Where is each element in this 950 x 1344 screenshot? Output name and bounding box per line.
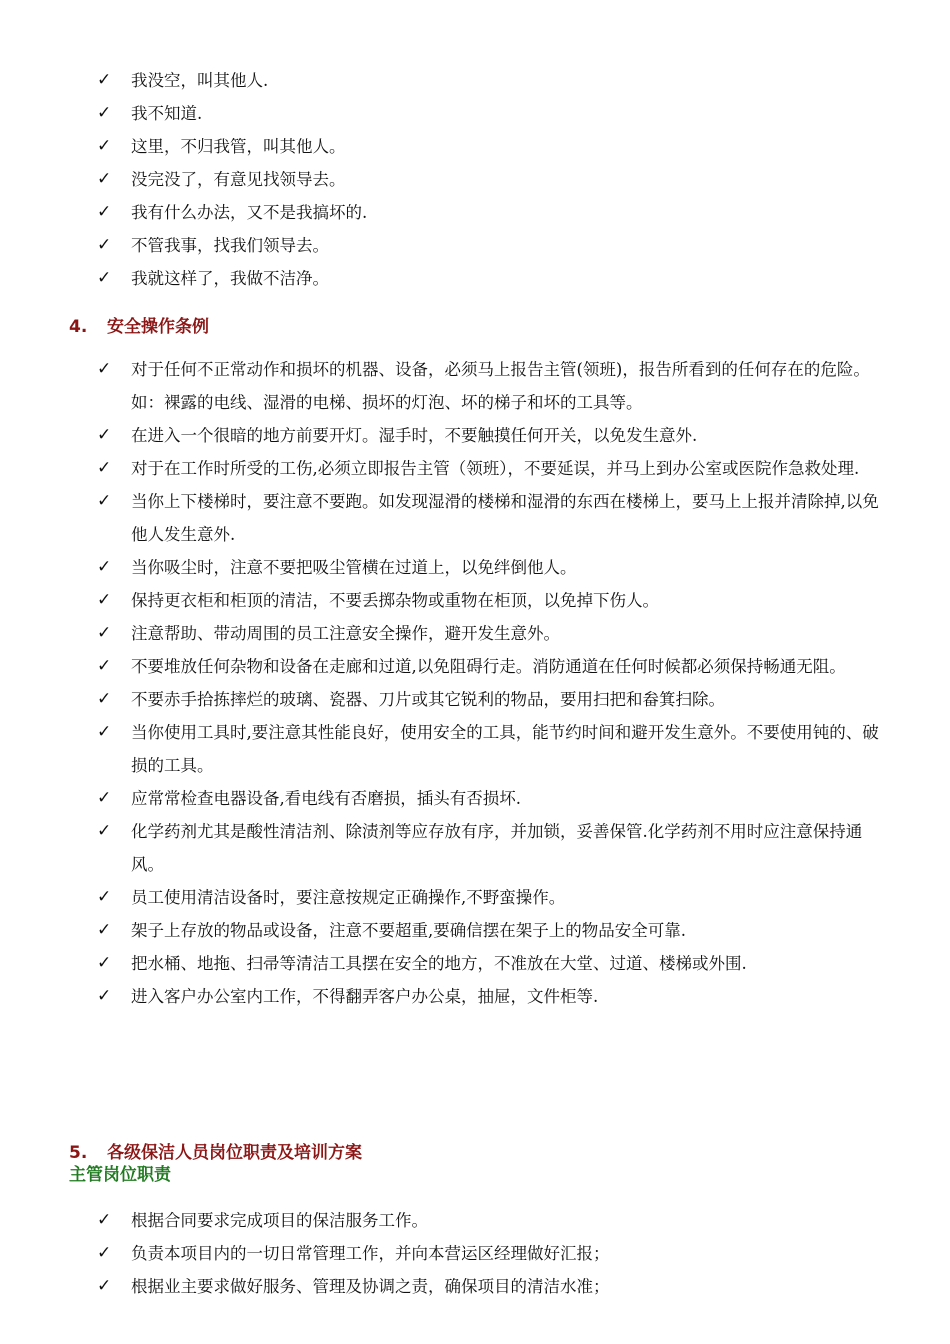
list-item-text: 不要堆放任何杂物和设备在走廊和过道,以免阻碍行走。消防通道在任何时候都必须保持畅通无阻。 [131, 657, 846, 676]
checkmark-icon: ✓ [97, 268, 112, 288]
list-item-text: 我就这样了，我做不洁净。 [131, 269, 329, 288]
list-item-text: 架子上存放的物品或设备，注意不要超重,要确信摆在架子上的物品安全可靠. [131, 921, 686, 940]
list-item-text: 负责本项目内的一切日常管理工作，并向本营运区经理做好汇报； [131, 1244, 610, 1263]
checkmark-icon: ✓ [97, 70, 112, 90]
list-item [0, 947, 950, 980]
checkmark-icon: ✓ [97, 689, 112, 709]
section-heading-safety [69, 312, 209, 337]
list-item-text: 进入客户办公室内工作，不得翻弄客户办公桌，抽屉，文件柜等. [131, 987, 599, 1006]
checkmark-icon: ✓ [97, 235, 112, 255]
list-item-text: 根据合同要求完成项目的保洁服务工作。 [131, 1211, 428, 1230]
checkmark-icon: ✓ [97, 656, 112, 676]
list-item [0, 196, 950, 229]
checkmark-icon: ✓ [97, 169, 112, 189]
checkmark-icon: ✓ [97, 821, 112, 841]
list-item-text: 员工使用清洁设备时，要注意按规定正确操作,不野蛮操作。 [131, 888, 566, 907]
checkmark-icon: ✓ [97, 359, 112, 379]
list-item [0, 97, 950, 130]
list-item [0, 650, 950, 683]
list-item [0, 881, 950, 914]
list-item-text: 这里，不归我管，叫其他人。 [131, 137, 346, 156]
list-item-text: 当你使用工具时,要注意其性能良好，使用安全的工具，能节约时间和避开发生意外。不要使用钝的、破损的工具。 [131, 723, 879, 775]
list-item [0, 1237, 950, 1270]
list-item-text: 化学药剂尤其是酸性清洁剂、除渍剂等应存放有序，并加锁，妥善保管.化学药剂不用时应注意保持通风。 [131, 822, 863, 874]
checkmark-icon: ✓ [97, 103, 112, 123]
list-item-text: 注意帮助、带动周围的员工注意安全操作，避开发生意外。 [131, 624, 560, 643]
list-item [0, 683, 950, 716]
list-item [0, 262, 950, 295]
list-item [0, 64, 950, 97]
section-title: 安全操作条例 [107, 317, 209, 337]
list-item-text: 不管我事，找我们领导去。 [131, 236, 329, 255]
list-item-text: 我不知道. [131, 104, 203, 123]
list-item [0, 584, 950, 617]
list-item-text: 不要赤手拾拣摔烂的玻璃、瓷器、刀片或其它锐利的物品，要用扫把和畚箕扫除。 [131, 690, 725, 709]
checkmark-icon: ✓ [97, 788, 112, 808]
list-item [0, 1270, 950, 1303]
list-item [0, 815, 950, 881]
section-title: 各级保洁人员岗位职责及培训方案 [107, 1143, 362, 1163]
checkmark-icon: ✓ [97, 722, 112, 742]
sub-heading-supervisor: 主管岗位职责 [69, 1165, 171, 1185]
checkmark-icon: ✓ [97, 623, 112, 643]
list-item [0, 914, 950, 947]
checkmark-icon: ✓ [97, 458, 112, 478]
list-item [0, 452, 950, 485]
section-number: 4. [69, 317, 88, 337]
list-item-text: 对于在工作时所受的工伤,必须立即报告主管（领班），不要延误，并马上到办公室或医院作急救处理. [131, 459, 860, 478]
checkmark-icon: ✓ [97, 1276, 112, 1296]
list-item-text: 当你上下楼梯时，要注意不要跑。如发现湿滑的楼梯和湿滑的东西在楼梯上，要马上上报并清除掉,以免他人发生意外. [131, 492, 879, 544]
list-item-text: 我有什么办法，又不是我搞坏的. [131, 203, 368, 222]
list-item-text: 没完没了，有意见找领导去。 [131, 170, 346, 189]
checkmark-icon: ✓ [97, 986, 112, 1006]
list-item [0, 551, 950, 584]
list-item-text: 应常常检查电器设备,看电线有否磨损，插头有否损坏. [131, 789, 521, 808]
checkmark-icon: ✓ [97, 491, 112, 511]
list-item [0, 419, 950, 452]
checkmark-icon: ✓ [97, 953, 112, 973]
checkmark-icon: ✓ [97, 1210, 112, 1230]
list-item-text: 对于任何不正常动作和损坏的机器、设备，必须马上报告主管(领班)，报告所看到的任何存在的危险。如：裸露的电线、湿滑的电梯、损坏的灯泡、坏的梯子和坏的工具等。 [131, 360, 870, 412]
checkmark-icon: ✓ [97, 136, 112, 156]
list-item-text: 我没空，叫其他人. [131, 71, 269, 90]
section-number: 5. [69, 1143, 88, 1163]
list-item [0, 130, 950, 163]
checkmark-icon: ✓ [97, 425, 112, 445]
checkmark-icon: ✓ [97, 1243, 112, 1263]
checkmark-icon: ✓ [97, 920, 112, 940]
response-taboo-list [0, 64, 950, 295]
list-item [0, 782, 950, 815]
list-item [0, 353, 950, 419]
list-item [0, 980, 950, 1013]
list-item-text: 保持更衣柜和柜顶的清洁，不要丢掷杂物或重物在柜顶，以免掉下伤人。 [131, 591, 659, 610]
list-item [0, 617, 950, 650]
list-item [0, 485, 950, 551]
checkmark-icon: ✓ [97, 887, 112, 907]
list-item [0, 229, 950, 262]
list-item-text: 在进入一个很暗的地方前要开灯。湿手时，不要触摸任何开关，以免发生意外. [131, 426, 698, 445]
list-item [0, 163, 950, 196]
list-item [0, 1204, 950, 1237]
checkmark-icon: ✓ [97, 590, 112, 610]
safety-rules-list [0, 353, 950, 1013]
list-item-text: 根据业主要求做好服务、管理及协调之责，确保项目的清洁水准； [131, 1277, 610, 1296]
checkmark-icon: ✓ [97, 202, 112, 222]
list-item-text: 当你吸尘时，注意不要把吸尘管横在过道上，以免绊倒他人。 [131, 558, 577, 577]
checkmark-icon: ✓ [97, 557, 112, 577]
list-item-text: 把水桶、地拖、扫帚等清洁工具摆在安全的地方，不准放在大堂、过道、楼梯或外围. [131, 954, 747, 973]
list-item [0, 716, 950, 782]
supervisor-duties-list [0, 1204, 950, 1303]
